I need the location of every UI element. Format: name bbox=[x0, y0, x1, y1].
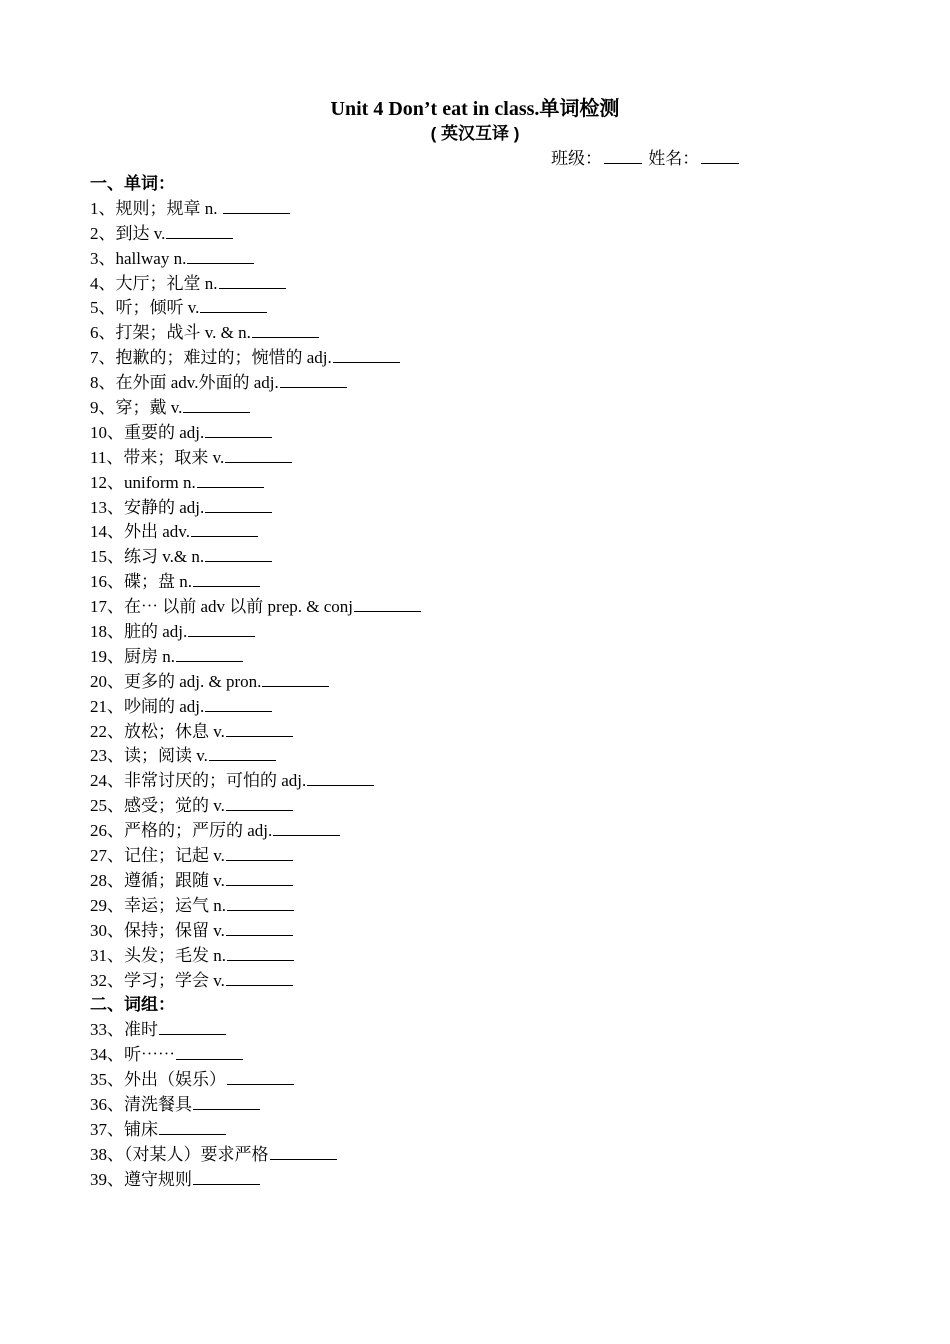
phrase-prompt: 36、清洗餐具 bbox=[90, 1094, 192, 1114]
answer-blank[interactable] bbox=[227, 1068, 294, 1085]
phrase-item bbox=[90, 1043, 910, 1068]
word-prompt: 32、学习；学会 v. bbox=[90, 970, 225, 990]
word-item bbox=[90, 545, 910, 570]
class-label: 班级： bbox=[551, 149, 602, 168]
answer-blank[interactable] bbox=[226, 844, 293, 861]
word-prompt: 9、穿；戴 v. bbox=[90, 398, 183, 418]
word-item bbox=[90, 272, 910, 297]
answer-blank[interactable] bbox=[226, 969, 293, 986]
word-item bbox=[90, 769, 910, 794]
answer-blank[interactable] bbox=[219, 272, 286, 289]
answer-blank[interactable] bbox=[307, 769, 374, 786]
word-prompt: 13、安静的 adj. bbox=[90, 497, 205, 517]
word-prompt: 3、hallway n. bbox=[90, 248, 187, 268]
word-prompt: 25、感受；觉的 v. bbox=[90, 796, 225, 816]
class-name-line bbox=[551, 147, 741, 171]
word-prompt: 4、大厅；礼堂 n. bbox=[90, 273, 218, 293]
answer-blank[interactable] bbox=[205, 545, 272, 562]
word-item bbox=[90, 496, 910, 521]
word-item bbox=[90, 620, 910, 645]
section-heading-words: 一、单词： bbox=[90, 174, 175, 193]
answer-blank[interactable] bbox=[197, 471, 264, 488]
phrase-item bbox=[90, 1143, 910, 1168]
answer-blank[interactable] bbox=[166, 222, 233, 239]
phrase-prompt: 33、准时 bbox=[90, 1020, 158, 1040]
word-prompt: 2、到达 v. bbox=[90, 223, 166, 243]
word-item bbox=[90, 247, 910, 272]
phrase-item bbox=[90, 1068, 910, 1093]
word-prompt: 24、非常讨厌的；可怕的 adj. bbox=[90, 771, 307, 791]
answer-blank[interactable] bbox=[226, 919, 293, 936]
word-item bbox=[90, 695, 910, 720]
word-item bbox=[90, 471, 910, 496]
word-prompt: 10、重要的 adj. bbox=[90, 422, 205, 442]
word-prompt: 11、带来；取来 v. bbox=[90, 447, 225, 467]
phrase-item bbox=[90, 1118, 910, 1143]
word-prompt: 17、在⋯ 以前 adv 以前 prep. & conj bbox=[90, 597, 353, 617]
answer-blank[interactable] bbox=[193, 1093, 260, 1110]
answer-blank[interactable] bbox=[205, 695, 272, 712]
word-prompt: 23、读；阅读 v. bbox=[90, 746, 208, 766]
word-item bbox=[90, 744, 910, 769]
phrase-prompt: 39、遵守规则 bbox=[90, 1169, 192, 1189]
word-item bbox=[90, 396, 910, 421]
word-item bbox=[90, 894, 910, 919]
word-item bbox=[90, 296, 910, 321]
word-item bbox=[90, 197, 910, 222]
answer-blank[interactable] bbox=[209, 744, 276, 761]
answer-blank[interactable] bbox=[225, 446, 292, 463]
word-item bbox=[90, 371, 910, 396]
answer-blank[interactable] bbox=[280, 371, 347, 388]
phrase-item bbox=[90, 1093, 910, 1118]
answer-blank[interactable] bbox=[191, 520, 258, 537]
word-prompt: 27、记住；记起 v. bbox=[90, 846, 225, 866]
word-prompt: 26、严格的；严厉的 adj. bbox=[90, 821, 273, 841]
answer-blank[interactable] bbox=[333, 346, 400, 363]
answer-blank[interactable] bbox=[205, 496, 272, 513]
answer-blank[interactable] bbox=[227, 944, 294, 961]
word-item bbox=[90, 869, 910, 894]
page-title: Unit 4 Don’t eat in class.单词检测 bbox=[330, 98, 620, 120]
phrase-prompt: 38、（对某人）要求严格 bbox=[90, 1144, 269, 1164]
answer-blank[interactable] bbox=[262, 670, 329, 687]
word-item bbox=[90, 595, 910, 620]
answer-blank[interactable] bbox=[183, 396, 250, 413]
answer-blank[interactable] bbox=[205, 421, 272, 438]
word-prompt: 7、抱歉的；难过的；惋惜的 adj. bbox=[90, 348, 332, 368]
word-prompt: 22、放松；休息 v. bbox=[90, 721, 225, 741]
word-prompt: 14、外出 adv. bbox=[90, 522, 190, 542]
word-item bbox=[90, 944, 910, 969]
phrase-prompt: 37、铺床 bbox=[90, 1119, 158, 1139]
question-list bbox=[90, 172, 910, 1193]
word-prompt: 19、厨房 n. bbox=[90, 646, 175, 666]
class-blank[interactable] bbox=[604, 147, 642, 164]
word-prompt: 18、脏的 adj. bbox=[90, 622, 188, 642]
word-item bbox=[90, 919, 910, 944]
word-prompt: 12、uniform n. bbox=[90, 472, 196, 492]
word-item bbox=[90, 720, 910, 745]
word-prompt: 15、练习 v.& n. bbox=[90, 547, 205, 567]
word-item bbox=[90, 844, 910, 869]
word-item bbox=[90, 520, 910, 545]
word-item bbox=[90, 819, 910, 844]
answer-blank[interactable] bbox=[227, 894, 294, 911]
answer-blank[interactable] bbox=[176, 645, 243, 662]
phrase-prompt: 34、听⋯⋯ bbox=[90, 1045, 175, 1065]
word-prompt: 8、在外面 adv.外面的 adj. bbox=[90, 373, 279, 393]
answer-blank[interactable] bbox=[226, 869, 293, 886]
answer-blank[interactable] bbox=[226, 720, 293, 737]
word-prompt: 20、更多的 adj. & pron. bbox=[90, 671, 262, 691]
word-prompt: 5、听；倾听 v. bbox=[90, 298, 200, 318]
answer-blank[interactable] bbox=[270, 1143, 337, 1160]
answer-blank[interactable] bbox=[176, 1043, 243, 1060]
answer-blank[interactable] bbox=[273, 819, 340, 836]
name-blank[interactable] bbox=[701, 147, 739, 164]
word-prompt: 31、头发；毛发 n. bbox=[90, 945, 226, 965]
answer-blank[interactable] bbox=[159, 1018, 226, 1035]
word-prompt: 1、规则；规章 n. bbox=[90, 198, 222, 218]
phrase-item bbox=[90, 1168, 910, 1193]
word-item bbox=[90, 346, 910, 371]
word-item bbox=[90, 969, 910, 994]
answer-blank[interactable] bbox=[193, 570, 260, 587]
word-item bbox=[90, 222, 910, 247]
word-item bbox=[90, 670, 910, 695]
word-prompt: 16、碟；盘 n. bbox=[90, 572, 192, 592]
answer-blank[interactable] bbox=[223, 197, 290, 214]
name-label: 姓名： bbox=[644, 149, 700, 168]
answer-blank[interactable] bbox=[252, 321, 319, 338]
answer-blank[interactable] bbox=[187, 247, 254, 264]
words-list bbox=[90, 197, 910, 994]
page-subtitle: ( 英汉互译 ) bbox=[430, 124, 520, 143]
answer-blank[interactable] bbox=[188, 620, 255, 637]
word-prompt: 6、打架；战斗 v. & n. bbox=[90, 323, 251, 343]
word-item bbox=[90, 321, 910, 346]
answer-blank[interactable] bbox=[193, 1168, 260, 1185]
word-item bbox=[90, 421, 910, 446]
word-prompt: 28、遵循；跟随 v. bbox=[90, 870, 225, 890]
word-item bbox=[90, 570, 910, 595]
word-prompt: 21、吵闹的 adj. bbox=[90, 696, 205, 716]
word-item bbox=[90, 645, 910, 670]
answer-blank[interactable] bbox=[159, 1118, 226, 1135]
phrases-list bbox=[90, 1018, 910, 1192]
phrase-item bbox=[90, 1018, 910, 1043]
word-item bbox=[90, 794, 910, 819]
phrase-prompt: 35、外出（娱乐） bbox=[90, 1070, 226, 1090]
word-prompt: 30、保持；保留 v. bbox=[90, 920, 225, 940]
answer-blank[interactable] bbox=[226, 794, 293, 811]
section-heading-phrases: 二、词组： bbox=[90, 995, 175, 1015]
answer-blank[interactable] bbox=[354, 595, 421, 612]
word-prompt: 29、幸运；运气 n. bbox=[90, 895, 226, 915]
word-item bbox=[90, 446, 910, 471]
answer-blank[interactable] bbox=[200, 296, 267, 313]
